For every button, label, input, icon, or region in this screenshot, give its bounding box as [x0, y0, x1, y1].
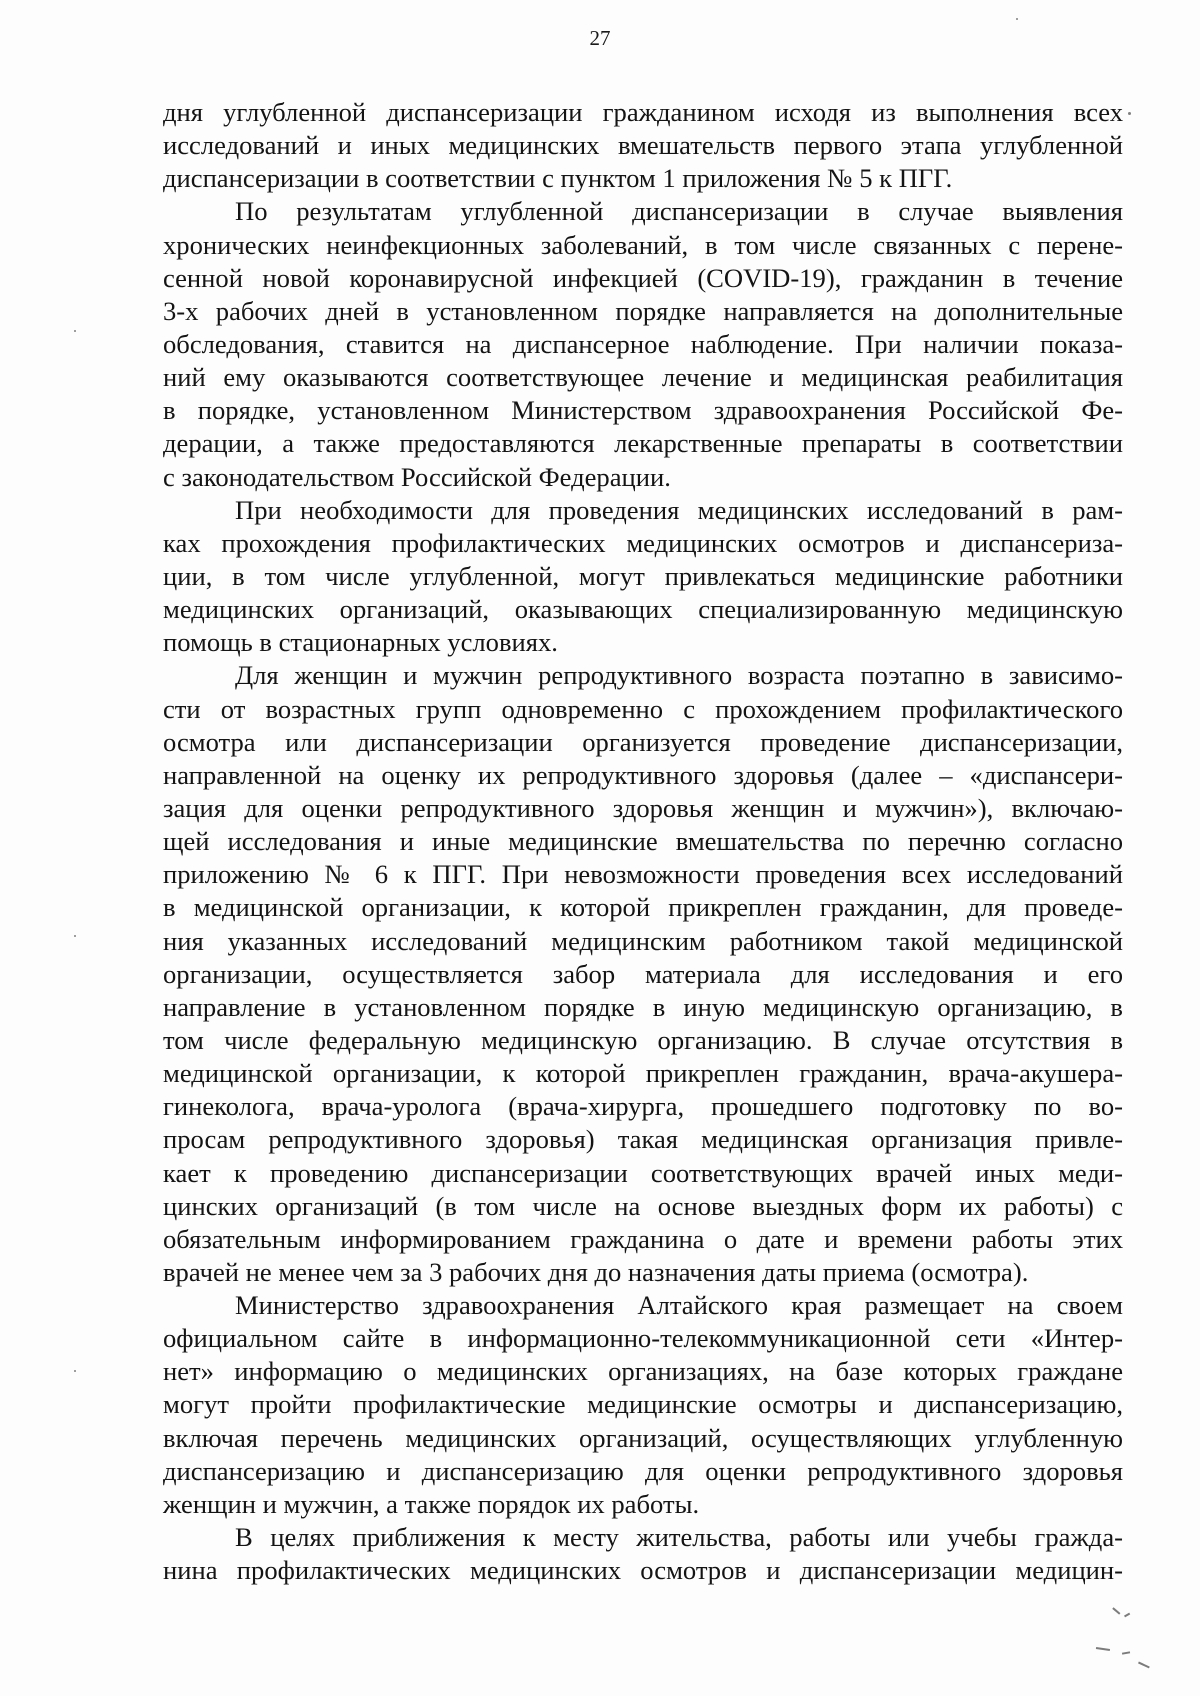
text-line: направление в установленном порядке в иную медицинскую организацию, в: [163, 991, 1123, 1022]
text-line: направленной на оценку их репродуктивного здоровья (далее – «диспансери-: [163, 759, 1123, 790]
text-line: ний ему оказываются соответствующее лечение и медицинская реабилитация: [163, 362, 1123, 393]
text-line: В целях приближения к месту жительства, работы или учебы гражда-: [235, 1522, 1123, 1553]
text-line: ния указанных исследований медицинским работником такой медицинской: [163, 925, 1123, 956]
text-line: с законодательством Российской Федерации.: [163, 461, 671, 492]
paragraph: [163, 1289, 1123, 1521]
scan-stroke: [1122, 1651, 1130, 1654]
text-line: медицинских организаций, оказывающих специализированную медицинскую: [163, 594, 1123, 625]
text-line: в медицинской организации, к которой прикреплен гражданин, для проведе-: [163, 892, 1123, 923]
text-line: официальном сайте в информационно-телекоммуникационной сети «Интер-: [163, 1323, 1123, 1354]
text-line: ции, в том числе углубленной, могут привлекаться медицинские работники: [163, 560, 1123, 591]
text-line: исследований и иных медицинских вмешательств первого этапа углубленной: [163, 130, 1123, 161]
text-line: нет» информацию о медицинских организациях, на базе которых граждане: [163, 1356, 1123, 1387]
text-line: приложению № 6 к ПГГ. При невозможности проведения всех исследований: [163, 859, 1123, 890]
paragraph: [163, 195, 1123, 493]
text-line: кает к проведению диспансеризации соответствующих врачей иных меди-: [163, 1157, 1123, 1188]
text-line: При необходимости для проведения медицинских исследований в рам-: [235, 494, 1123, 525]
scan-speck: [74, 935, 76, 937]
scan-stroke: [1096, 1647, 1110, 1650]
text-line: гинеколога, врача-уролога (врача-хирурга, прошедшего подготовку по во-: [163, 1091, 1123, 1122]
text-line: цинских организаций (в том числе на основе выездных форм их работы) с: [163, 1190, 1123, 1221]
text-line: сти от возрастных групп одновременно с прохождением профилактического: [163, 693, 1123, 724]
paragraph: [163, 659, 1123, 1289]
text-line: медицинской организации, к которой прикреплен гражданин, врача-акушера-: [163, 1058, 1123, 1089]
text-line: хронических неинфекционных заболеваний, в том числе связанных с перене-: [163, 229, 1123, 260]
text-line: ках прохождения профилактических медицинских осмотров и диспансериза-: [163, 527, 1123, 558]
text-line: зация для оценки репродуктивного здоровья женщин и мужчин»), включаю-: [163, 792, 1123, 823]
text-line: Для женщин и мужчин репродуктивного возраста поэтапно в зависимо-: [235, 660, 1123, 691]
scan-speck: [74, 330, 76, 332]
text-line: сенной новой коронавирусной инфекцией (COVID-19), гражданин в течение: [163, 262, 1123, 293]
text-line: диспансеризации в соответствии с пунктом 1 приложения № 5 к ПГГ.: [163, 163, 953, 194]
text-line: дня углубленной диспансеризации гражданином исходя из выполнения всех: [163, 97, 1123, 127]
text-line: просам репродуктивного здоровья) такая медицинская организация привле-: [163, 1124, 1123, 1155]
text-line: По результатам углубленной диспансеризации в случае выявления: [235, 196, 1123, 227]
text-line: 3-х рабочих дней в установленном порядке направляется на дополнительные: [163, 295, 1123, 326]
paragraph: [163, 494, 1123, 660]
scan-stroke: [1138, 1662, 1150, 1668]
text-line: нина профилактических медицинских осмотров и диспансеризации медицин-: [163, 1555, 1123, 1586]
text-line: врачей не менее чем за 3 рабочих дня до назначения даты приема (осмотра).: [163, 1256, 1029, 1287]
text-line: Министерство здравоохранения Алтайского края размещает на своем: [235, 1290, 1123, 1321]
document-body: [163, 96, 1123, 1587]
paragraph: [163, 1521, 1123, 1587]
text-line: помощь в стационарных условиях.: [163, 627, 558, 658]
scan-speck: [1128, 112, 1131, 115]
scan-speck: [74, 1370, 76, 1372]
text-line: женщин и мужчин, а также порядок их работы.: [163, 1488, 700, 1519]
scan-stroke: [1113, 1607, 1121, 1614]
paragraph: [163, 96, 1123, 195]
text-line: том числе федеральную медицинскую организацию. В случае отсутствия в: [163, 1024, 1123, 1055]
text-line: дерации, а также предоставляются лекарственные препараты в соответствии: [163, 428, 1123, 459]
scan-stroke: [1124, 1613, 1130, 1617]
text-line: осмотра или диспансеризации организуется проведение диспансеризации,: [163, 726, 1123, 757]
scan-speck: [1016, 18, 1018, 20]
text-line: в порядке, установленном Министерством здравоохранения Российской Фе-: [163, 395, 1123, 426]
text-line: щей исследования и иные медицинские вмешательства по перечню согласно: [163, 826, 1123, 857]
text-line: включая перечень медицинских организаций, осуществляющих углубленную: [163, 1422, 1123, 1453]
text-line: могут пройти профилактические медицинские осмотры и диспансеризацию,: [163, 1389, 1123, 1420]
text-line: диспансеризацию и диспансеризацию для оценки репродуктивного здоровья: [163, 1455, 1123, 1486]
text-line: организации, осуществляется забор материала для исследования и его: [163, 958, 1123, 989]
text-line: обследования, ставится на диспансерное наблюдение. При наличии показа-: [163, 328, 1123, 359]
text-line: обязательным информированием гражданина о дате и времени работы этих: [163, 1223, 1123, 1254]
page-number: 27: [589, 26, 611, 50]
